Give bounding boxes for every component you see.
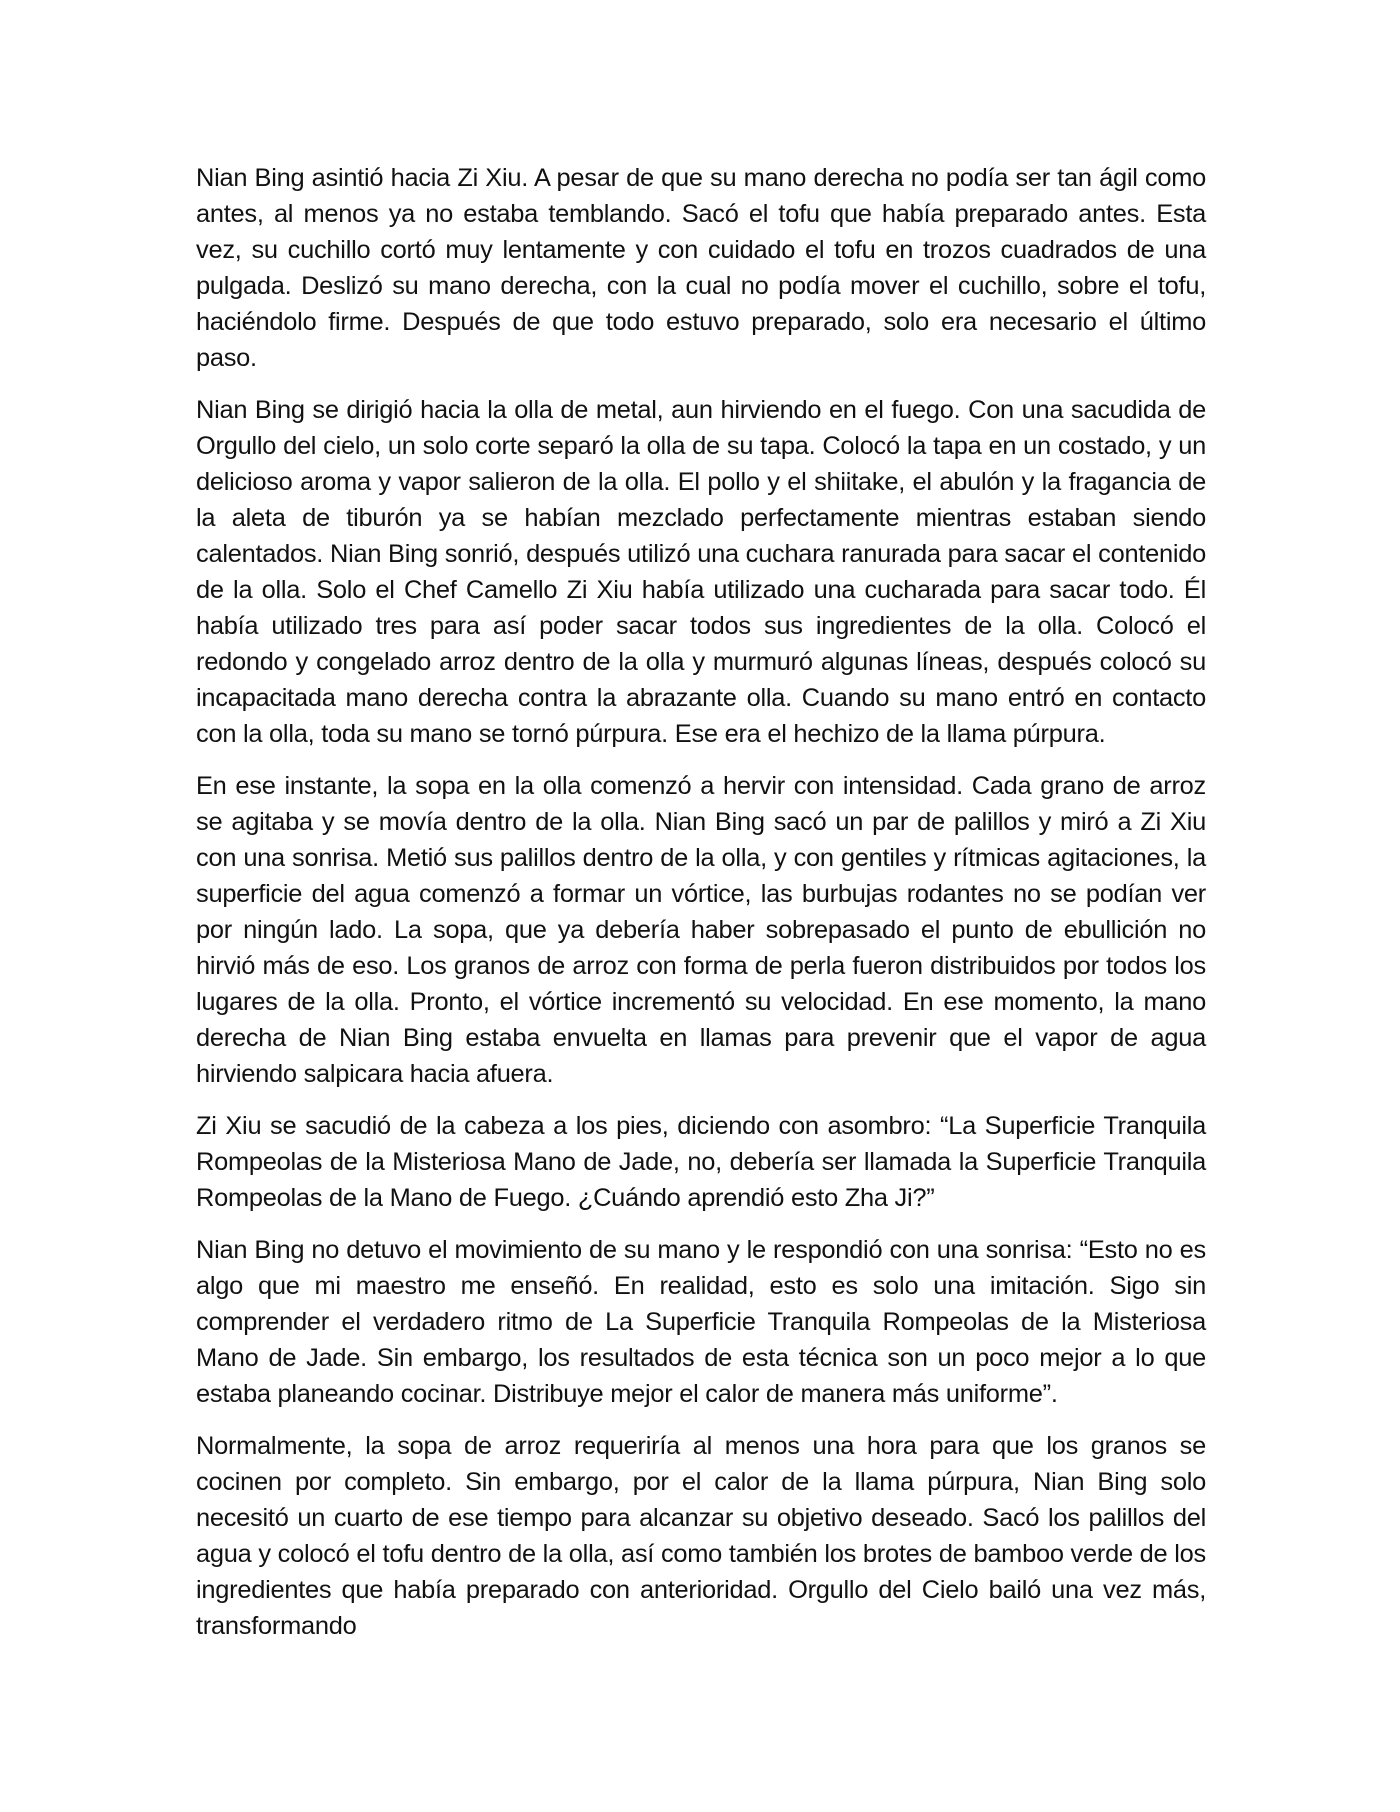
paragraph-3: En ese instante, la sopa en la olla comenzó a hervir con intensidad. Cada grano de arroz se agitaba y se movía dentro de la olla. Nian Bing sacó un par de palillos y miró a Zi Xiu con una sonrisa. Metió sus palillos dentro de la olla, y con gentiles y rítmicas agitaciones, la superficie del agua comenzó a formar un vórtice, las burbujas rodantes no se podían ver por ningún lado. La sopa, que ya debería haber sobrepasado el punto de ebullición no hirvió más de eso. Los granos de arroz con forma de perla fueron distribuidos por todos los lugares de la olla. Pronto, el vórtice incrementó su velocidad. En ese momento, la mano derecha de Nian Bing estaba envuelta en llamas para prevenir que el vapor de agua hirviendo salpicara hacia afuera. xyxy=(196,772,1206,1088)
document-body xyxy=(196,160,1206,1660)
paragraph-2: Nian Bing se dirigió hacia la olla de metal, aun hirviendo en el fuego. Con una sacudida de Orgullo del cielo, un solo corte separó la olla de su tapa. Colocó la tapa en un costado, y un delicioso aroma y vapor salieron de la olla. El pollo y el shiitake, el abulón y la fragancia de la aleta de tiburón ya se habían mezclado perfectamente mientras estaban siendo calentados. Nian Bing sonrió, después utilizó una cuchara ranurada para sacar el contenido de la olla. Solo el Chef Camello Zi Xiu había utilizado una cucharada para sacar todo. Él había utilizado tres para así poder sacar todos sus ingredientes de la olla. Colocó el redondo y congelado arroz dentro de la olla y murmuró algunas líneas, después colocó su incapacitada mano derecha contra la abrazante olla. Cuando su mano entró en contacto con la olla, toda su mano se tornó púrpura. Ese era el hechizo de la llama púrpura. xyxy=(196,396,1206,748)
paragraph-1: Nian Bing asintió hacia Zi Xiu. A pesar de que su mano derecha no podía ser tan ágil como antes, al menos ya no estaba temblando. Sacó el tofu que había preparado antes. Esta vez, su cuchillo cortó muy lentamente y con cuidado el tofu en trozos cuadrados de una pulgada. Deslizó su mano derecha, con la cual no podía mover el cuchillo, sobre el tofu, haciéndolo firme. Después de que todo estuvo preparado, solo era necesario el último paso. xyxy=(196,164,1206,372)
paragraph-5: Nian Bing no detuvo el movimiento de su mano y le respondió con una sonrisa: “Esto no es algo que mi maestro me enseñó. En realidad, esto es solo una imitación. Sigo sin comprender el verdadero ritmo de La Superficie Tranquila Rompeolas de la Misteriosa Mano de Jade. Sin embargo, los resultados de esta técnica son un poco mejor a lo que estaba planeando cocinar. Distribuye mejor el calor de manera más uniforme”. xyxy=(196,1236,1206,1408)
paragraph-4: Zi Xiu se sacudió de la cabeza a los pies, diciendo con asombro: “La Superficie Tranquila Rompeolas de la Misteriosa Mano de Jade, no, debería ser llamada la Superficie Tranquila Rompeolas de la Mano de Fuego. ¿Cuándo aprendió esto Zha Ji?” xyxy=(196,1112,1206,1212)
paragraph-6: Normalmente, la sopa de arroz requeriría al menos una hora para que los granos se cocinen por completo. Sin embargo, por el calor de la llama púrpura, Nian Bing solo necesitó un cuarto de ese tiempo para alcanzar su objetivo deseado. Sacó los palillos del agua y colocó el tofu dentro de la olla, así como también los brotes de bamboo verde de los ingredientes que había preparado con anterioridad. Orgullo del Cielo bailó una vez más, transformando xyxy=(196,1432,1206,1640)
